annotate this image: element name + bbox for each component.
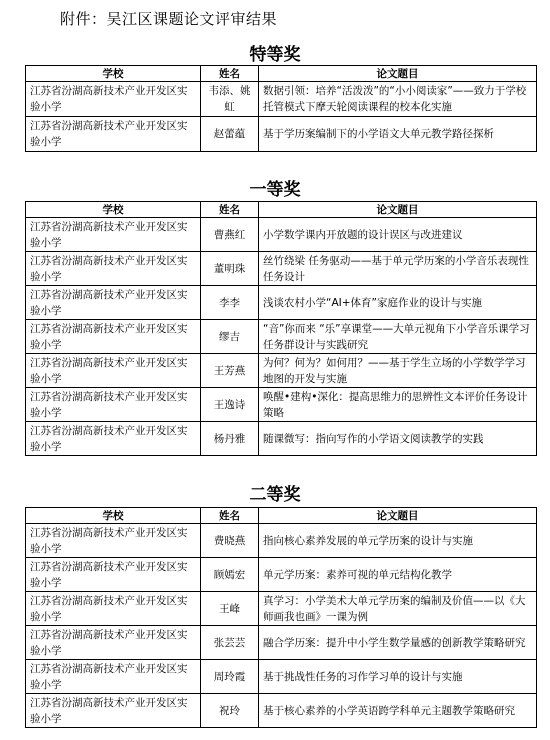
cell-paper-title: 单元学历案：素养可视的单元结构化教学 <box>259 558 537 592</box>
table-row <box>26 117 537 152</box>
cell-school: 江苏省汾湖高新技术产业开发区实验小学 <box>26 117 201 152</box>
table-row <box>26 82 537 117</box>
table-header-row <box>26 202 537 218</box>
header-paper-title: 论文题目 <box>259 66 537 82</box>
cell-name: 赵蕾蕴 <box>201 117 259 152</box>
cell-paper-title: 融合学历案：提升中小学生数学量感的创新教学策略研究 <box>259 626 537 660</box>
table-row <box>26 524 537 558</box>
cell-school: 江苏省汾湖高新技术产业开发区实验小学 <box>26 558 201 592</box>
cell-school: 江苏省汾湖高新技术产业开发区实验小学 <box>26 354 201 388</box>
cell-name: 韦添、姚虹 <box>201 82 259 117</box>
cell-paper-title: “音”你而来 “乐”享课堂——大单元视角下小学音乐课学习任务群设计与实践研究 <box>259 320 537 354</box>
table-row <box>26 252 537 286</box>
cell-name: 曹燕红 <box>201 218 259 252</box>
cell-name: 缪吉 <box>201 320 259 354</box>
header-school: 学校 <box>26 202 201 218</box>
header-school: 学校 <box>26 508 201 524</box>
cell-name: 张芸芸 <box>201 626 259 660</box>
cell-school: 江苏省汾湖高新技术产业开发区实验小学 <box>26 388 201 422</box>
cell-school: 江苏省汾湖高新技术产业开发区实验小学 <box>26 252 201 286</box>
cell-name: 李李 <box>201 286 259 320</box>
cell-name: 王逸诗 <box>201 388 259 422</box>
section-title-first-prize: 一等奖 <box>249 180 301 200</box>
table-row <box>26 592 537 626</box>
section-title-second-prize: 二等奖 <box>249 485 301 505</box>
cell-school: 江苏省汾湖高新技术产业开发区实验小学 <box>26 660 201 694</box>
table-row <box>26 218 537 252</box>
table-row <box>26 694 537 728</box>
cell-school: 江苏省汾湖高新技术产业开发区实验小学 <box>26 422 201 456</box>
table-row <box>26 388 537 422</box>
cell-name: 王峰 <box>201 592 259 626</box>
cell-paper-title: 随课微写：指向写作的小学语文阅读教学的实践 <box>259 422 537 456</box>
cell-school: 江苏省汾湖高新技术产业开发区实验小学 <box>26 218 201 252</box>
cell-paper-title: 浅谈农村小学“AI+体育”家庭作业的设计与实施 <box>259 286 537 320</box>
table-header-row <box>26 66 537 82</box>
cell-paper-title: 小学数学课内开放题的设计误区与改进建议 <box>259 218 537 252</box>
cell-paper-title: 指向核心素养发展的单元学历案的设计与实施 <box>259 524 537 558</box>
table-row <box>26 286 537 320</box>
cell-paper-title: 真学习：小学美术大单元学历案的编制及价值——以《大师画我也画》一课为例 <box>259 592 537 626</box>
table-header-row <box>26 508 537 524</box>
first-prize-table <box>25 201 537 456</box>
header-school: 学校 <box>26 66 201 82</box>
cell-school: 江苏省汾湖高新技术产业开发区实验小学 <box>26 320 201 354</box>
table-row <box>26 558 537 592</box>
cell-name: 杨丹雅 <box>201 422 259 456</box>
header-paper-title: 论文题目 <box>259 508 537 524</box>
cell-name: 周玲霞 <box>201 660 259 694</box>
cell-school: 江苏省汾湖高新技术产业开发区实验小学 <box>26 524 201 558</box>
cell-school: 江苏省汾湖高新技术产业开发区实验小学 <box>26 694 201 728</box>
cell-paper-title: 基于学历案编制下的小学语文大单元教学路径探析 <box>259 117 537 152</box>
cell-name: 顾嫣宏 <box>201 558 259 592</box>
cell-name: 董明珠 <box>201 252 259 286</box>
header-name: 姓名 <box>201 202 259 218</box>
special-prize-table <box>25 65 537 152</box>
cell-paper-title: 数据引领：培养“活泼泼”的“小小阅读家”——致力于学校托管模式下摩天轮阅读课程的校本化实施 <box>259 82 537 117</box>
cell-paper-title: 基于挑战性任务的习作学习单的设计与实施 <box>259 660 537 694</box>
header-paper-title: 论文题目 <box>259 202 537 218</box>
cell-paper-title: 为何？何为？如何用？——基于学生立场的小学数学学习地图的开发与实施 <box>259 354 537 388</box>
header-name: 姓名 <box>201 66 259 82</box>
cell-paper-title: 丝竹绕梁 任务驱动——基于单元学历案的小学音乐表现性任务设计 <box>259 252 537 286</box>
section-title-special-prize: 特等奖 <box>249 45 301 65</box>
cell-name: 费晓燕 <box>201 524 259 558</box>
table-row <box>26 354 537 388</box>
second-prize-table <box>25 507 537 728</box>
cell-school: 江苏省汾湖高新技术产业开发区实验小学 <box>26 592 201 626</box>
cell-school: 江苏省汾湖高新技术产业开发区实验小学 <box>26 626 201 660</box>
document-title: 附件：吴江区课题论文评审结果 <box>60 10 278 28</box>
cell-school: 江苏省汾湖高新技术产业开发区实验小学 <box>26 82 201 117</box>
table-row <box>26 660 537 694</box>
header-name: 姓名 <box>201 508 259 524</box>
cell-name: 祝玲 <box>201 694 259 728</box>
table-row <box>26 320 537 354</box>
cell-paper-title: 基于核心素养的小学英语跨学科单元主题教学策略研究 <box>259 694 537 728</box>
table-row <box>26 422 537 456</box>
table-row <box>26 626 537 660</box>
cell-school: 江苏省汾湖高新技术产业开发区实验小学 <box>26 286 201 320</box>
cell-name: 王芳燕 <box>201 354 259 388</box>
cell-paper-title: 唤醒•建构•深化：提高思维力的思辨性文本评价任务设计策略 <box>259 388 537 422</box>
